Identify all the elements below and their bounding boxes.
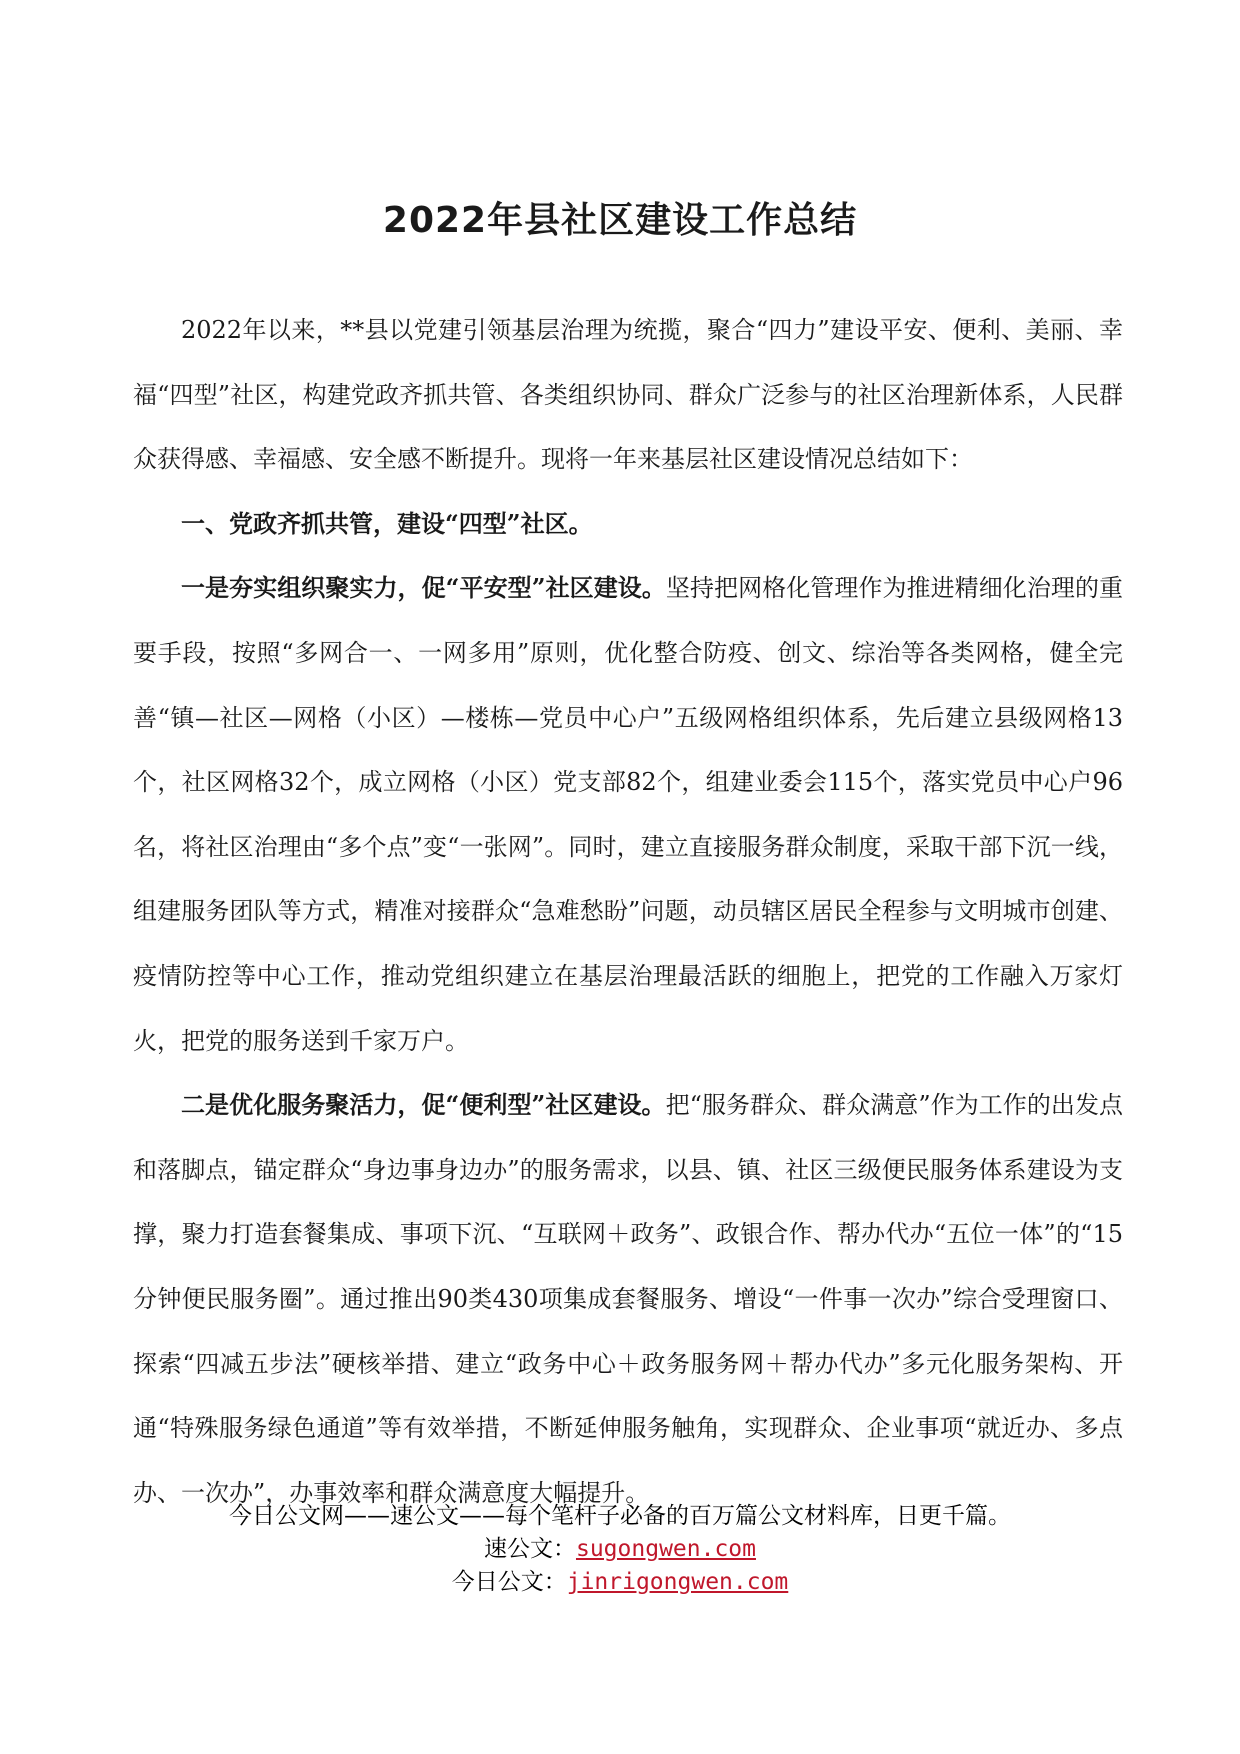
jinrigongwen-link[interactable]: jinrigongwen.com: [566, 1569, 789, 1595]
footer-tagline: 今日公文网——速公文——每个笔杆子必备的百万篇公文材料库，日更千篇。: [229, 1503, 1011, 1529]
footer-line-sugongwen: [0, 1533, 1240, 1566]
document-title: 2022年县社区建设工作总结: [382, 200, 858, 241]
intro-paragraph: 2022年以来，**县以党建引领基层治理为统揽，聚合“四力”建设平安、便利、美丽、幸福“四型”社区，构建党政齐抓共管、各类组织协同、群众广泛参与的社区治理新体系，人民群众获得感、幸福感、安全感不断提升。现将一年来基层社区建设情况总结如下：: [133, 316, 1123, 474]
item1-text: 坚持把网格化管理作为推进精细化治理的重要手段，按照“多网合一、一网多用”原则，优化整合防疫、创文、综治等各类网格，健全完善“镇—社区—网格（小区）—楼栋—党员中心户”五级网格组织体系，先后建立县级网格13个，社区网格32个，成立网格（小区）党支部82个，组建业委会115个，落实党员中心户96名，将社区治理由“多个点”变“一张网”。同时，建立直接服务群众制度，采取干部下沉一线，组建服务团队等方式，精准对接群众“急难愁盼”问题，动员辖区居民全程参与文明城市创建、疫情防控等中心工作，推动党组织建立在基层治理最活跃的细胞上，把党的工作融入万家灯火，把党的服务送到千家万户。: [133, 574, 1124, 1055]
item1-lead: 一是夯实组织聚实力，促“平安型”社区建设。: [181, 573, 666, 603]
item2-lead: 二是优化服务聚活力，促“便利型”社区建设。: [181, 1090, 666, 1120]
item1-paragraph: [133, 556, 1123, 1073]
footer-label-sugongwen: 速公文：: [483, 1536, 576, 1562]
page-footer: [0, 1500, 1240, 1599]
item2-paragraph: [133, 1073, 1123, 1525]
section-heading: 一、党政齐抓共管，建设“四型”社区。: [181, 508, 593, 538]
document-body: [133, 298, 1123, 1525]
footer-label-jinrigongwen: 今日公文：: [451, 1569, 567, 1595]
sugongwen-link[interactable]: sugongwen.com: [575, 1536, 756, 1562]
footer-line-jinrigongwen: [0, 1566, 1240, 1599]
item2-text: 把“服务群众、群众满意”作为工作的出发点和落脚点，锚定群众“身边事身边办”的服务需求，以县、镇、社区三级便民服务体系建设为支撑，聚力打造套餐集成、事项下沉、“互联网＋政务”、政银合作、帮办代办“五位一体”的“15分钟便民服务圈”。通过推出90类430项集成套餐服务、增设“一件事一次办”综合受理窗口、探索“四减五步法”硬核举措、建立“政务中心＋政务服务网＋帮办代办”多元化服务架构、开通“特殊服务绿色通道”等有效举措，不断延伸服务触角，实现群众、企业事项“就近办、多点办、一次办”，办事效率和群众满意度大幅提升。: [133, 1091, 1123, 1507]
